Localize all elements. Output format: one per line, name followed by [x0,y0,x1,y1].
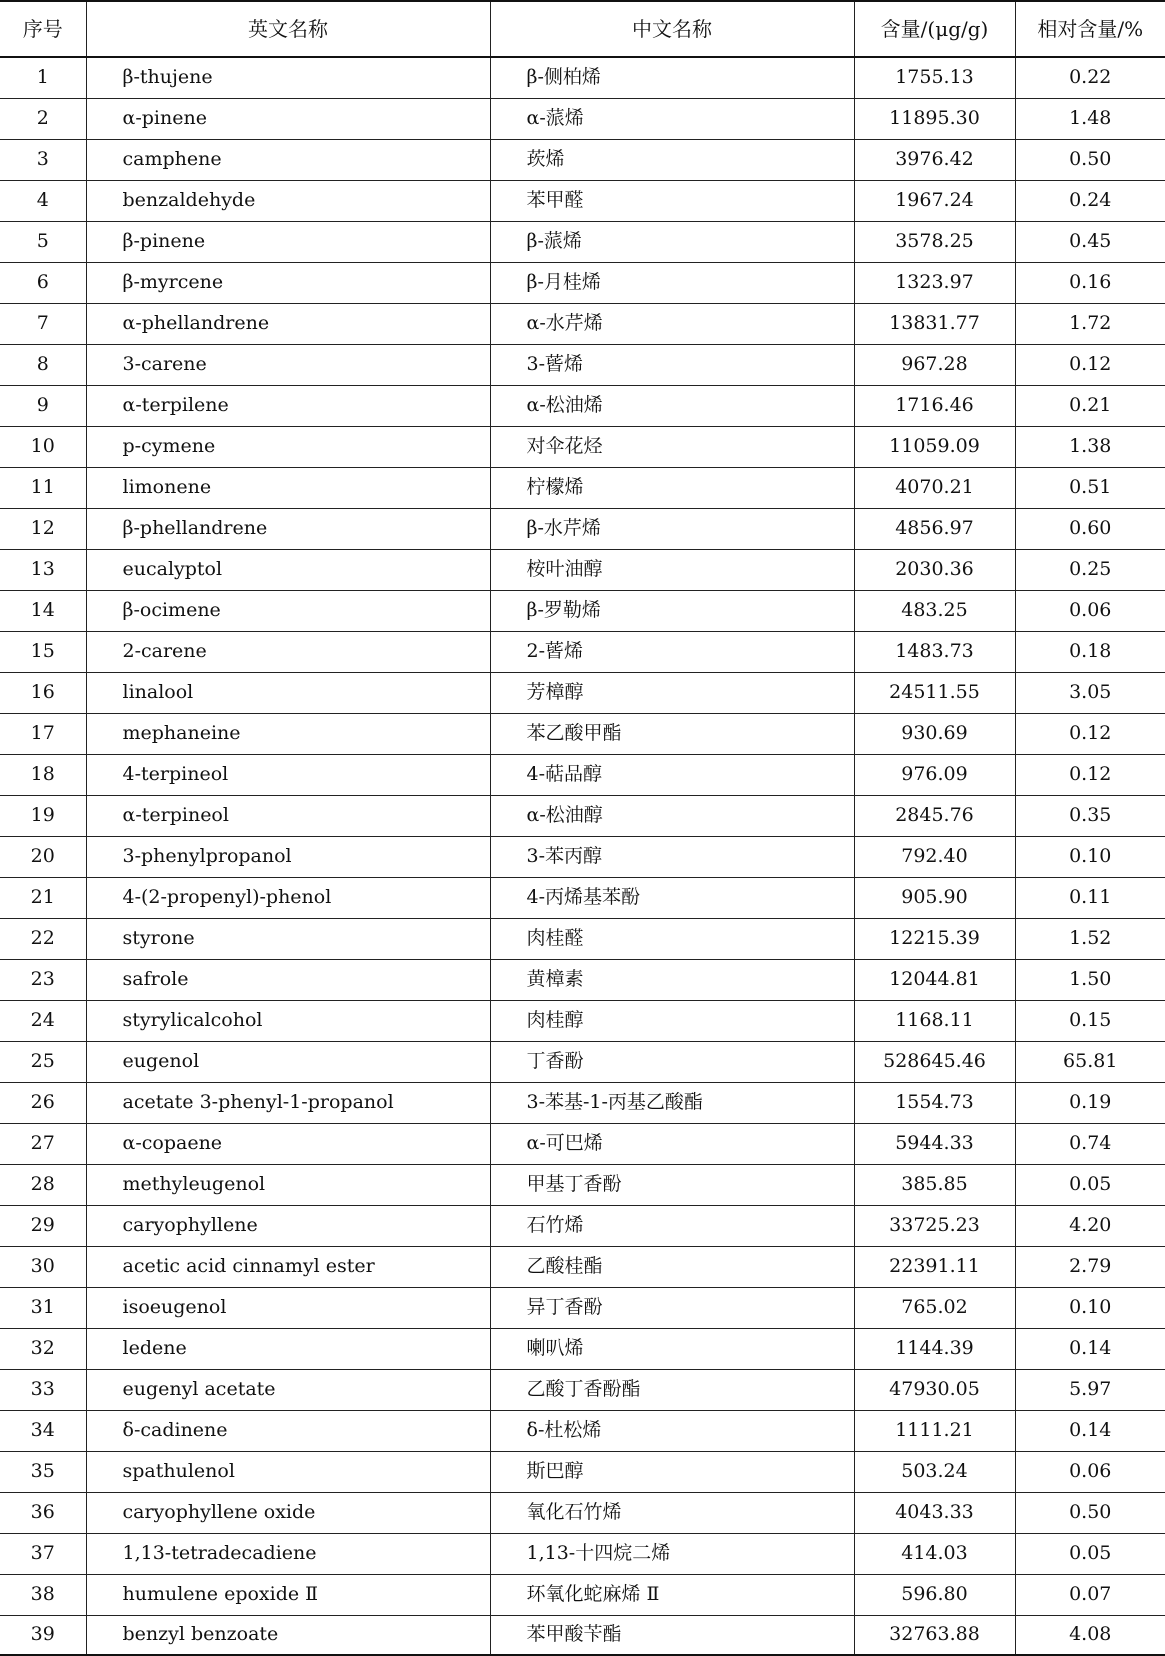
cell-index: 15 [0,631,86,672]
cell-content: 47930.05 [854,1369,1015,1410]
cell-english-name: α-phellandrene [86,303,490,344]
cell-content: 3578.25 [854,221,1015,262]
table-row [0,631,1165,672]
cell-relative-content: 0.50 [1015,1492,1165,1533]
table-row [0,1451,1165,1492]
cell-index: 33 [0,1369,86,1410]
cell-relative-content: 0.25 [1015,549,1165,590]
cell-english-name: styrone [86,918,490,959]
cell-english-name: methyleugenol [86,1164,490,1205]
cell-chinese-name: α-蒎烯 [490,98,854,139]
cell-chinese-name: 斯巴醇 [490,1451,854,1492]
table-row [0,98,1165,139]
table-row [0,1492,1165,1533]
cell-chinese-name: 环氧化蛇麻烯 Ⅱ [490,1574,854,1615]
cell-chinese-name: β-蒎烯 [490,221,854,262]
cell-chinese-name: 莰烯 [490,139,854,180]
cell-relative-content: 0.10 [1015,1287,1165,1328]
cell-index: 13 [0,549,86,590]
cell-content: 976.09 [854,754,1015,795]
cell-content: 33725.23 [854,1205,1015,1246]
cell-chinese-name: α-松油醇 [490,795,854,836]
cell-content: 1755.13 [854,57,1015,98]
cell-content: 1967.24 [854,180,1015,221]
table-row [0,877,1165,918]
cell-index: 2 [0,98,86,139]
cell-english-name: 3-phenylpropanol [86,836,490,877]
cell-english-name: benzaldehyde [86,180,490,221]
cell-content: 1323.97 [854,262,1015,303]
cell-english-name: α-terpilene [86,385,490,426]
table-row [0,344,1165,385]
cell-content: 596.80 [854,1574,1015,1615]
cell-english-name: p-cymene [86,426,490,467]
cell-index: 4 [0,180,86,221]
header-index: 序号 [0,1,86,57]
cell-index: 38 [0,1574,86,1615]
table-row [0,590,1165,631]
cell-relative-content: 0.12 [1015,754,1165,795]
cell-relative-content: 0.35 [1015,795,1165,836]
cell-english-name: β-pinene [86,221,490,262]
cell-relative-content: 0.07 [1015,1574,1165,1615]
cell-index: 21 [0,877,86,918]
table-row [0,1246,1165,1287]
cell-relative-content: 1.38 [1015,426,1165,467]
cell-relative-content: 1.50 [1015,959,1165,1000]
cell-english-name: β-myrcene [86,262,490,303]
cell-content: 2030.36 [854,549,1015,590]
table-row [0,262,1165,303]
cell-index: 17 [0,713,86,754]
cell-relative-content: 4.20 [1015,1205,1165,1246]
cell-chinese-name: β-水芹烯 [490,508,854,549]
cell-chinese-name: 苯乙酸甲酯 [490,713,854,754]
cell-english-name: mephaneine [86,713,490,754]
cell-chinese-name: 氧化石竹烯 [490,1492,854,1533]
cell-english-name: α-terpineol [86,795,490,836]
cell-index: 5 [0,221,86,262]
table-row [0,1082,1165,1123]
cell-chinese-name: 甲基丁香酚 [490,1164,854,1205]
cell-index: 14 [0,590,86,631]
cell-index: 18 [0,754,86,795]
cell-chinese-name: δ-杜松烯 [490,1410,854,1451]
cell-chinese-name: α-松油烯 [490,385,854,426]
cell-chinese-name: β-侧柏烯 [490,57,854,98]
cell-index: 32 [0,1328,86,1369]
cell-index: 8 [0,344,86,385]
cell-content: 12215.39 [854,918,1015,959]
cell-english-name: humulene epoxide Ⅱ [86,1574,490,1615]
cell-content: 1111.21 [854,1410,1015,1451]
cell-content: 967.28 [854,344,1015,385]
cell-relative-content: 2.79 [1015,1246,1165,1287]
cell-chinese-name: 桉叶油醇 [490,549,854,590]
cell-index: 39 [0,1615,86,1655]
cell-content: 1144.39 [854,1328,1015,1369]
cell-content: 905.90 [854,877,1015,918]
table-row [0,467,1165,508]
cell-content: 930.69 [854,713,1015,754]
cell-english-name: ledene [86,1328,490,1369]
cell-relative-content: 0.15 [1015,1000,1165,1041]
cell-index: 1 [0,57,86,98]
cell-chinese-name: α-水芹烯 [490,303,854,344]
cell-chinese-name: 1,13-十四烷二烯 [490,1533,854,1574]
cell-index: 23 [0,959,86,1000]
cell-relative-content: 0.21 [1015,385,1165,426]
cell-index: 24 [0,1000,86,1041]
cell-relative-content: 0.11 [1015,877,1165,918]
cell-relative-content: 65.81 [1015,1041,1165,1082]
cell-chinese-name: β-月桂烯 [490,262,854,303]
cell-content: 483.25 [854,590,1015,631]
cell-chinese-name: 喇叭烯 [490,1328,854,1369]
cell-relative-content: 0.50 [1015,139,1165,180]
cell-chinese-name: 2-蒈烯 [490,631,854,672]
cell-index: 19 [0,795,86,836]
cell-relative-content: 0.12 [1015,713,1165,754]
header-relative-content: 相对含量/% [1015,1,1165,57]
cell-relative-content: 0.06 [1015,1451,1165,1492]
cell-content: 4856.97 [854,508,1015,549]
cell-content: 3976.42 [854,139,1015,180]
cell-relative-content: 0.74 [1015,1123,1165,1164]
cell-relative-content: 0.45 [1015,221,1165,262]
cell-english-name: benzyl benzoate [86,1615,490,1655]
cell-content: 765.02 [854,1287,1015,1328]
cell-chinese-name: 苯甲醛 [490,180,854,221]
cell-english-name: acetate 3-phenyl-1-propanol [86,1082,490,1123]
table-row [0,426,1165,467]
table-row [0,1328,1165,1369]
cell-index: 28 [0,1164,86,1205]
table-body [0,57,1165,1655]
table-row [0,180,1165,221]
table-row [0,1123,1165,1164]
cell-english-name: eugenyl acetate [86,1369,490,1410]
cell-english-name: styrylicalcohol [86,1000,490,1041]
cell-index: 26 [0,1082,86,1123]
cell-english-name: caryophyllene [86,1205,490,1246]
cell-index: 20 [0,836,86,877]
cell-index: 35 [0,1451,86,1492]
cell-content: 24511.55 [854,672,1015,713]
cell-english-name: β-ocimene [86,590,490,631]
table-row [0,918,1165,959]
table-row [0,713,1165,754]
cell-relative-content: 0.19 [1015,1082,1165,1123]
table-row [0,1574,1165,1615]
cell-chinese-name: 3-苯基-1-丙基乙酸酯 [490,1082,854,1123]
cell-english-name: limonene [86,467,490,508]
cell-index: 27 [0,1123,86,1164]
cell-index: 11 [0,467,86,508]
table-row [0,139,1165,180]
cell-english-name: 4-(2-propenyl)-phenol [86,877,490,918]
header-chinese-name: 中文名称 [490,1,854,57]
table-row [0,795,1165,836]
cell-english-name: acetic acid cinnamyl ester [86,1246,490,1287]
table-row [0,754,1165,795]
cell-chinese-name: 乙酸桂酯 [490,1246,854,1287]
header-english-name: 英文名称 [86,1,490,57]
cell-english-name: 1,13-tetradecadiene [86,1533,490,1574]
table-row [0,1287,1165,1328]
table-row [0,959,1165,1000]
table-row [0,1410,1165,1451]
cell-relative-content: 5.97 [1015,1369,1165,1410]
cell-english-name: α-copaene [86,1123,490,1164]
cell-chinese-name: 苯甲酸苄酯 [490,1615,854,1655]
cell-content: 1716.46 [854,385,1015,426]
cell-index: 22 [0,918,86,959]
cell-content: 5944.33 [854,1123,1015,1164]
cell-chinese-name: 芳樟醇 [490,672,854,713]
cell-english-name: 4-terpineol [86,754,490,795]
cell-english-name: isoeugenol [86,1287,490,1328]
cell-index: 25 [0,1041,86,1082]
cell-chinese-name: 肉桂醛 [490,918,854,959]
cell-relative-content: 0.06 [1015,590,1165,631]
cell-index: 29 [0,1205,86,1246]
cell-content: 2845.76 [854,795,1015,836]
cell-content: 528645.46 [854,1041,1015,1082]
cell-chinese-name: β-罗勒烯 [490,590,854,631]
table-row [0,1615,1165,1655]
cell-index: 30 [0,1246,86,1287]
table-row [0,385,1165,426]
cell-english-name: safrole [86,959,490,1000]
table-row [0,672,1165,713]
header-row [0,1,1165,57]
cell-chinese-name: 石竹烯 [490,1205,854,1246]
cell-content: 12044.81 [854,959,1015,1000]
cell-english-name: α-pinene [86,98,490,139]
cell-relative-content: 0.12 [1015,344,1165,385]
cell-english-name: β-phellandrene [86,508,490,549]
cell-index: 6 [0,262,86,303]
cell-chinese-name: 对伞花烃 [490,426,854,467]
cell-english-name: camphene [86,139,490,180]
cell-relative-content: 0.60 [1015,508,1165,549]
cell-index: 12 [0,508,86,549]
table-row [0,1369,1165,1410]
cell-english-name: linalool [86,672,490,713]
cell-english-name: δ-cadinene [86,1410,490,1451]
cell-chinese-name: 4-丙烯基苯酚 [490,877,854,918]
cell-chinese-name: 异丁香酚 [490,1287,854,1328]
cell-index: 10 [0,426,86,467]
header-content: 含量/(μg/g) [854,1,1015,57]
table-row [0,1164,1165,1205]
cell-chinese-name: 3-苯丙醇 [490,836,854,877]
cell-index: 7 [0,303,86,344]
cell-english-name: eucalyptol [86,549,490,590]
table-header [0,1,1165,57]
cell-relative-content: 0.24 [1015,180,1165,221]
table-row [0,1205,1165,1246]
cell-relative-content: 0.18 [1015,631,1165,672]
cell-content: 11895.30 [854,98,1015,139]
cell-english-name: spathulenol [86,1451,490,1492]
cell-relative-content: 0.14 [1015,1328,1165,1369]
cell-relative-content: 0.14 [1015,1410,1165,1451]
cell-content: 4043.33 [854,1492,1015,1533]
cell-content: 22391.11 [854,1246,1015,1287]
cell-relative-content: 1.48 [1015,98,1165,139]
cell-relative-content: 1.72 [1015,303,1165,344]
cell-chinese-name: 柠檬烯 [490,467,854,508]
table-row [0,221,1165,262]
cell-index: 31 [0,1287,86,1328]
cell-relative-content: 0.51 [1015,467,1165,508]
table-row [0,1041,1165,1082]
cell-english-name: β-thujene [86,57,490,98]
cell-index: 9 [0,385,86,426]
cell-content: 4070.21 [854,467,1015,508]
cell-chinese-name: 4-萜品醇 [490,754,854,795]
table-row [0,836,1165,877]
cell-relative-content: 0.16 [1015,262,1165,303]
cell-index: 36 [0,1492,86,1533]
cell-relative-content: 0.05 [1015,1164,1165,1205]
cell-content: 13831.77 [854,303,1015,344]
table-row [0,1533,1165,1574]
cell-content: 385.85 [854,1164,1015,1205]
table-row [0,57,1165,98]
cell-chinese-name: α-可巴烯 [490,1123,854,1164]
cell-index: 16 [0,672,86,713]
cell-content: 1483.73 [854,631,1015,672]
cell-index: 37 [0,1533,86,1574]
cell-content: 792.40 [854,836,1015,877]
cell-english-name: 3-carene [86,344,490,385]
cell-index: 34 [0,1410,86,1451]
cell-relative-content: 0.10 [1015,836,1165,877]
cell-english-name: caryophyllene oxide [86,1492,490,1533]
cell-relative-content: 4.08 [1015,1615,1165,1655]
cell-content: 503.24 [854,1451,1015,1492]
cell-relative-content: 0.05 [1015,1533,1165,1574]
cell-chinese-name: 黄樟素 [490,959,854,1000]
cell-content: 11059.09 [854,426,1015,467]
cell-chinese-name: 乙酸丁香酚酯 [490,1369,854,1410]
table-row [0,508,1165,549]
table-row [0,1000,1165,1041]
cell-index: 3 [0,139,86,180]
cell-content: 414.03 [854,1533,1015,1574]
cell-chinese-name: 3-蒈烯 [490,344,854,385]
table-row [0,549,1165,590]
table-row [0,303,1165,344]
cell-chinese-name: 肉桂醇 [490,1000,854,1041]
cell-chinese-name: 丁香酚 [490,1041,854,1082]
cell-content: 1554.73 [854,1082,1015,1123]
cell-content: 32763.88 [854,1615,1015,1655]
cell-relative-content: 1.52 [1015,918,1165,959]
cell-english-name: eugenol [86,1041,490,1082]
cell-relative-content: 0.22 [1015,57,1165,98]
cell-relative-content: 3.05 [1015,672,1165,713]
cell-english-name: 2-carene [86,631,490,672]
cell-content: 1168.11 [854,1000,1015,1041]
